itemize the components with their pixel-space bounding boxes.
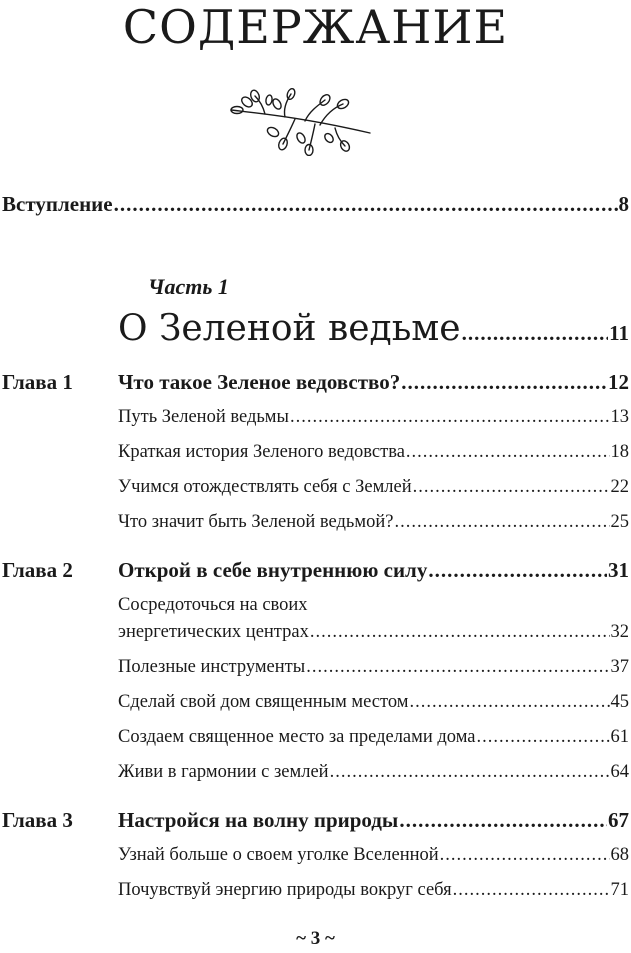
toc-entry-page: 8 bbox=[618, 192, 629, 216]
toc-entry-chapter-2[interactable] bbox=[118, 558, 629, 583]
toc-entry-title-line-1: Сосредоточься на своих bbox=[118, 595, 308, 615]
leader-dots bbox=[330, 762, 610, 783]
part-label: Часть 1 bbox=[148, 274, 229, 299]
page-title: СОДЕРЖАНИЕ bbox=[122, 0, 509, 54]
toc-entry-title: Вступление bbox=[2, 192, 113, 216]
toc-entry-title: энергетических центрах bbox=[118, 622, 309, 642]
toc-entry-page: 61 bbox=[610, 727, 629, 747]
toc-entry-section[interactable] bbox=[118, 442, 629, 463]
toc-entry-section[interactable] bbox=[118, 692, 629, 713]
page-number-footer: ~ 3 ~ bbox=[296, 928, 335, 949]
toc-entry-section[interactable] bbox=[118, 845, 629, 866]
leader-dots bbox=[290, 407, 610, 428]
toc-entry-title: Краткая история Зеленого ведовства bbox=[118, 442, 405, 462]
toc-entry-title: Открой в себе внутреннюю силу bbox=[118, 558, 428, 582]
toc-entry-title: Живи в гармонии с землей bbox=[118, 762, 329, 782]
part-title: О Зеленой ведьме bbox=[118, 308, 461, 349]
toc-entry-page: 18 bbox=[610, 442, 629, 462]
leader-dots bbox=[476, 727, 609, 748]
toc-entry-part-1[interactable] bbox=[118, 308, 629, 349]
toc-entry-intro[interactable] bbox=[2, 192, 629, 217]
toc-entry-title: Почувствуй энергию природы вокруг себя bbox=[118, 880, 452, 900]
leader-dots bbox=[306, 657, 609, 678]
toc-entry-title: Полезные инструменты bbox=[118, 657, 306, 677]
leader-dots bbox=[394, 512, 609, 533]
toc-entry-section[interactable] bbox=[118, 762, 629, 783]
chapter-label: Глава 3 bbox=[2, 808, 73, 832]
toc-entry-chapter-3[interactable] bbox=[118, 808, 629, 833]
toc-entry-page: 71 bbox=[610, 880, 629, 900]
toc-entry-section[interactable] bbox=[118, 512, 629, 533]
toc-entry-title: Путь Зеленой ведьмы bbox=[118, 407, 289, 427]
leader-dots bbox=[114, 192, 618, 217]
leader-dots bbox=[399, 808, 607, 833]
chapter-label: Глава 1 bbox=[2, 370, 73, 394]
toc-entry-section[interactable] bbox=[118, 622, 629, 643]
toc-entry-page: 37 bbox=[610, 657, 629, 677]
toc-entry-title: Узнай больше о своем уголке Вселенной bbox=[118, 845, 439, 865]
leaf-branch-icon bbox=[225, 88, 375, 156]
toc-entry-section[interactable] bbox=[118, 727, 629, 748]
leader-dots bbox=[406, 442, 610, 463]
toc-entry-page: 32 bbox=[610, 622, 629, 642]
leader-dots bbox=[428, 558, 607, 583]
toc-entry-title: Что такое Зеленое ведовство? bbox=[118, 370, 401, 394]
leader-dots bbox=[440, 845, 610, 866]
toc-entry-page: 64 bbox=[610, 762, 629, 782]
leader-dots bbox=[409, 692, 609, 713]
toc-entry-page: 67 bbox=[608, 808, 629, 832]
toc-entry-page: 12 bbox=[608, 370, 629, 394]
toc-entry-page: 22 bbox=[610, 477, 629, 497]
toc-entry-section[interactable] bbox=[118, 477, 629, 498]
toc-entry-page: 31 bbox=[608, 558, 629, 582]
toc-entry-title: Что значит быть Зеленой ведьмой? bbox=[118, 512, 394, 532]
toc-entry-section[interactable] bbox=[118, 407, 629, 428]
toc-entry-title: Сделай свой дом священным местом bbox=[118, 692, 409, 712]
leader-dots bbox=[462, 321, 609, 346]
toc-entry-page: 25 bbox=[610, 512, 629, 532]
toc-entry-section[interactable] bbox=[118, 657, 629, 678]
leader-dots bbox=[413, 477, 610, 498]
chapter-label: Глава 2 bbox=[2, 558, 73, 582]
toc-entry-title: Создаем священное место за пределами дома bbox=[118, 727, 476, 747]
toc-entry-section[interactable] bbox=[118, 880, 629, 901]
toc-entry-chapter-1[interactable] bbox=[118, 370, 629, 395]
leader-dots bbox=[401, 370, 607, 395]
leader-dots bbox=[453, 880, 610, 901]
toc-entry-page: 68 bbox=[610, 845, 629, 865]
leader-dots bbox=[310, 622, 610, 643]
toc-entry-page: 13 bbox=[610, 407, 629, 427]
toc-entry-page: 45 bbox=[610, 692, 629, 712]
toc-entry-title: Учимся отождествлять себя с Землей bbox=[118, 477, 412, 497]
toc-entry-page: 11 bbox=[609, 321, 629, 345]
toc-entry-title: Настройся на волну природы bbox=[118, 808, 399, 832]
